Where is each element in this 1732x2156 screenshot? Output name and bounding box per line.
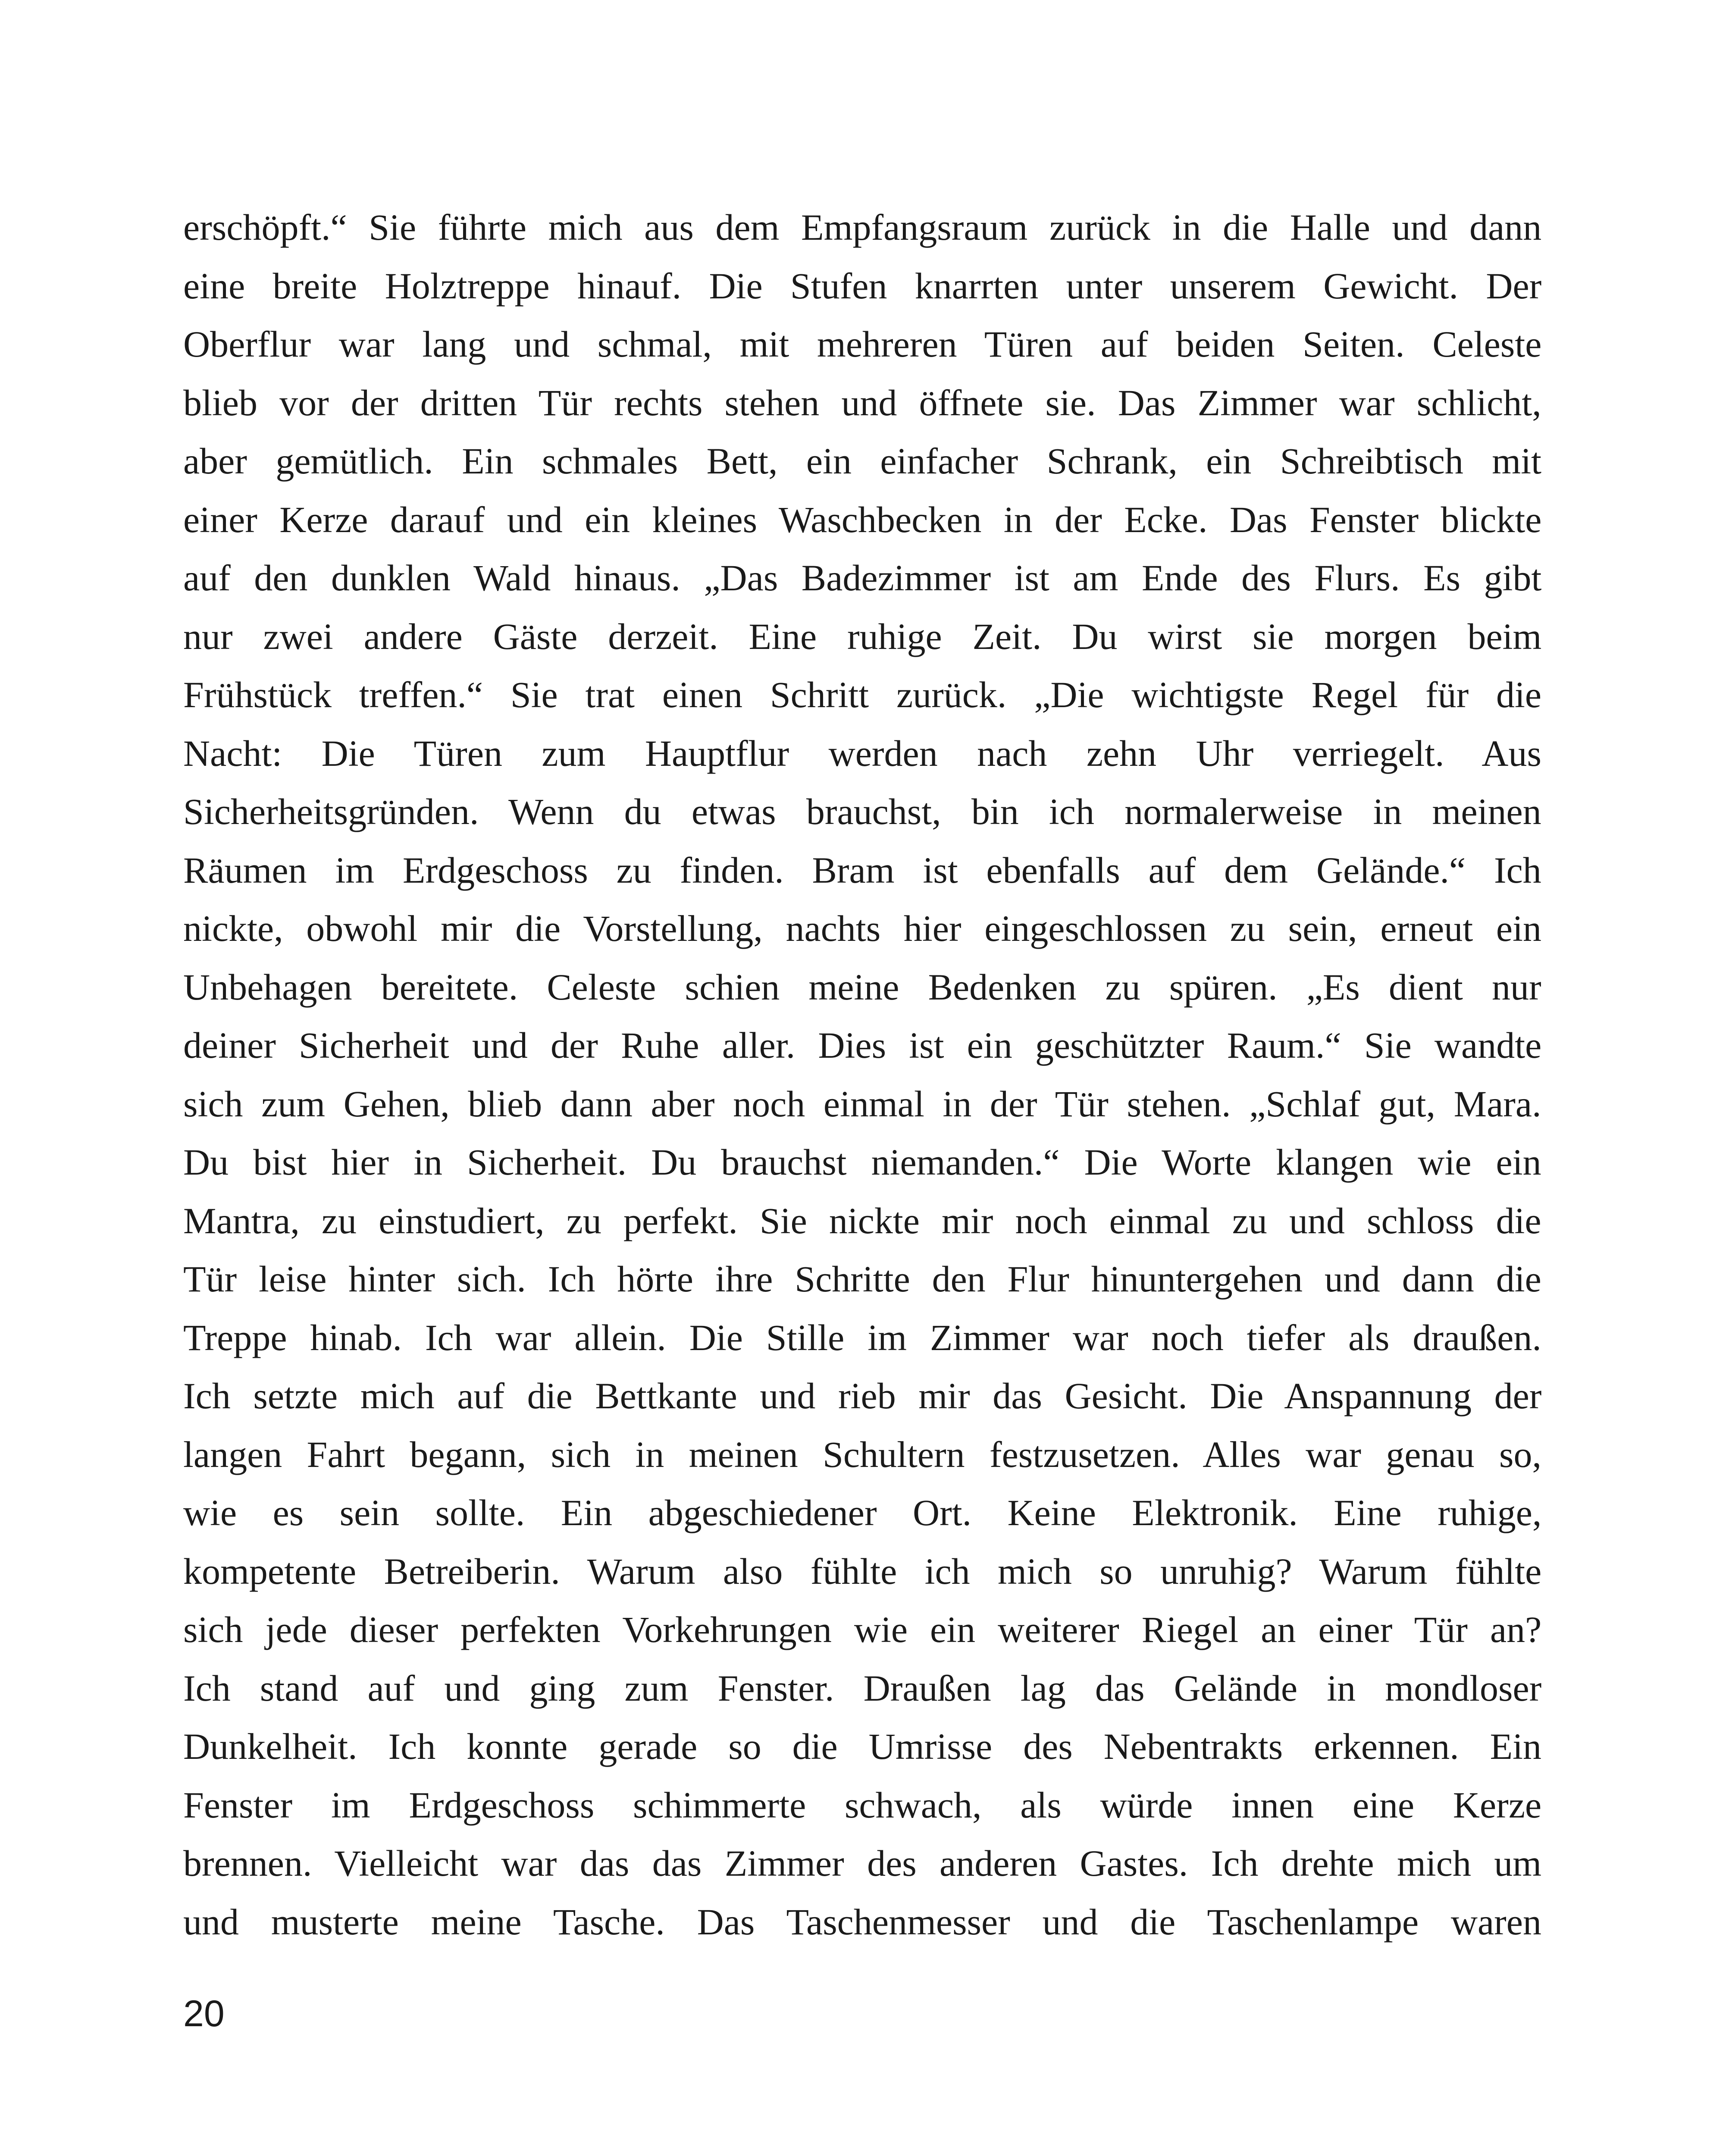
text-line: Räumen im Erdgeschoss zu finden. Bram ist ebenfalls auf dem Gelände.“ Ich	[183, 849, 1541, 891]
text-line: langen Fahrt begann, sich in meinen Schultern festzusetzen. Alles war genau so,	[183, 1433, 1541, 1475]
text-line: Mantra, zu einstudiert, zu perfekt. Sie nickte mir noch einmal zu und schloss die	[183, 1200, 1541, 1241]
text-line: aber gemütlich. Ein schmales Bett, ein einfacher Schrank, ein Schreibtisch mit	[183, 440, 1541, 482]
page-number: 20	[183, 1993, 225, 2034]
text-line: sich jede dieser perfekten Vorkehrungen wie ein weiterer Riegel an einer Tür an?	[183, 1609, 1542, 1650]
text-line: Oberflur war lang und schmal, mit mehreren Türen auf beiden Seiten. Celeste	[183, 323, 1542, 365]
text-line: Unbehagen bereitete. Celeste schien meine Bedenken zu spüren. „Es dient nur	[183, 966, 1541, 1008]
text-line: nickte, obwohl mir die Vorstellung, nachts hier eingeschlossen zu sein, erneut ein	[183, 908, 1541, 949]
text-line: Ich setzte mich auf die Bettkante und rieb mir das Gesicht. Die Anspannung der	[183, 1375, 1542, 1416]
text-line: brennen. Vielleicht war das das Zimmer des anderen Gastes. Ich drehte mich um	[183, 1843, 1542, 1884]
text-line: kompetente Betreiberin. Warum also fühlte ich mich so unruhig? Warum fühlte	[183, 1550, 1542, 1592]
text-line: erschöpft.“ Sie führte mich aus dem Empfangsraum zurück in die Halle und dann	[183, 207, 1542, 248]
text-line: Dunkelheit. Ich konnte gerade so die Umrisse des Nebentrakts erkennen. Ein	[183, 1726, 1542, 1767]
text-line: Tür leise hinter sich. Ich hörte ihre Schritte den Flur hinuntergehen und dann die	[183, 1258, 1541, 1300]
text-line: blieb vor der dritten Tür rechts stehen und öffnete sie. Das Zimmer war schlicht,	[183, 382, 1541, 423]
text-line: einer Kerze darauf und ein kleines Waschbecken in der Ecke. Das Fenster blickte	[183, 498, 1542, 540]
text-line: eine breite Holztreppe hinauf. Die Stufen knarrten unter unserem Gewicht. Der	[183, 265, 1542, 307]
text-line: Du bist hier in Sicherheit. Du brauchst niemanden.“ Die Worte klangen wie ein	[183, 1141, 1541, 1183]
text-line: sich zum Gehen, blieb dann aber noch einmal in der Tür stehen. „Schlaf gut, Mara.	[183, 1083, 1541, 1125]
text-line: Nacht: Die Türen zum Hauptflur werden nach zehn Uhr verriegelt. Aus	[183, 732, 1541, 774]
text-line: deiner Sicherheit und der Ruhe aller. Dies ist ein geschützter Raum.“ Sie wandte	[183, 1025, 1542, 1066]
text-line: Ich stand auf und ging zum Fenster. Draußen lag das Gelände in mondloser	[183, 1667, 1542, 1709]
text-line: nur zwei andere Gäste derzeit. Eine ruhige Zeit. Du wirst sie morgen beim	[183, 615, 1542, 657]
text-line: Fenster im Erdgeschoss schimmerte schwach, als würde innen eine Kerze	[183, 1784, 1542, 1826]
text-line: Frühstück treffen.“ Sie trat einen Schritt zurück. „Die wichtigste Regel für die	[183, 674, 1542, 715]
text-line: Sicherheitsgründen. Wenn du etwas brauchst, bin ich normalerweise in meinen	[183, 791, 1541, 832]
body-text	[183, 198, 1541, 1951]
text-line: und musterte meine Tasche. Das Taschenmesser und die Taschenlampe waren	[183, 1901, 1541, 1943]
text-line: Treppe hinab. Ich war allein. Die Stille im Zimmer war noch tiefer als draußen.	[183, 1316, 1541, 1358]
text-line: wie es sein sollte. Ein abgeschiedener Ort. Keine Elektronik. Eine ruhige,	[183, 1492, 1542, 1533]
text-line: auf den dunklen Wald hinaus. „Das Badezimmer ist am Ende des Flurs. Es gibt	[183, 557, 1542, 599]
